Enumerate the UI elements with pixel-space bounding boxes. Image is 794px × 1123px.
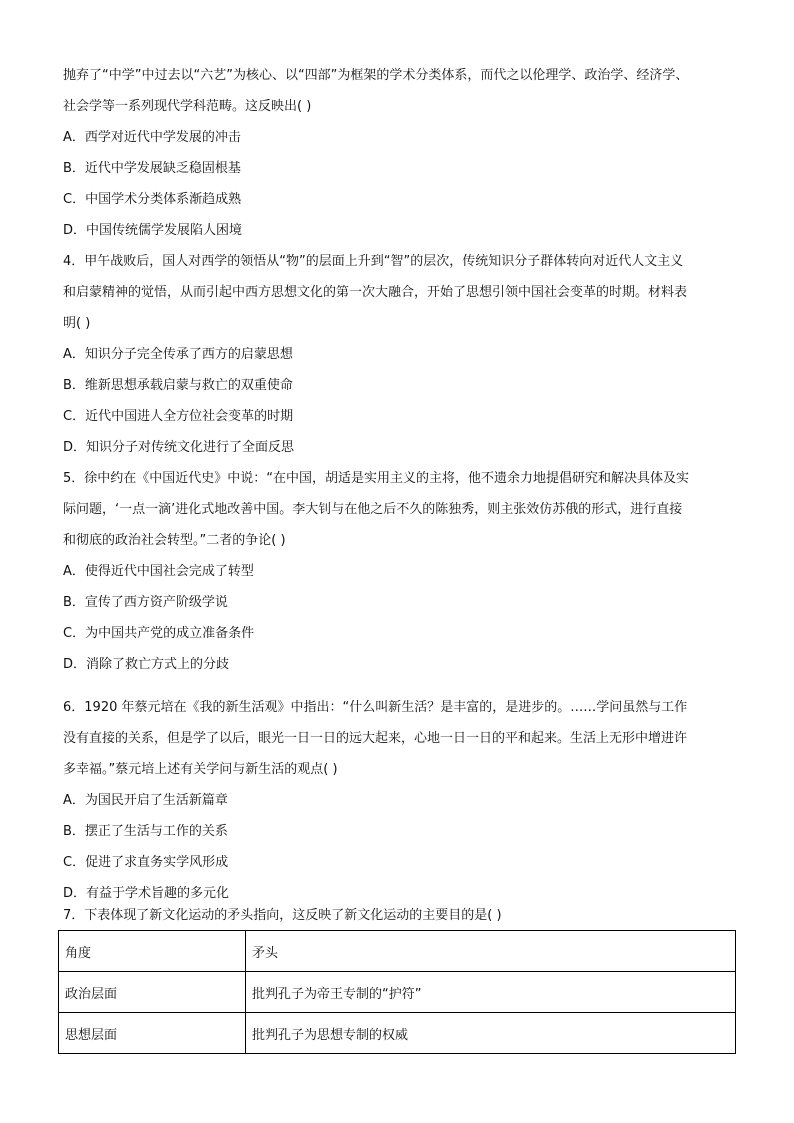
- answer-option-a[interactable]: A．西学对近代中学发展的冲击: [63, 130, 241, 145]
- answer-option-d[interactable]: D．消除了救亡方式上的分歧: [63, 657, 230, 672]
- answer-option-c[interactable]: C．中国学术分类体系渐趋成熟: [63, 192, 242, 207]
- table-cell: 政治层面: [59, 972, 246, 1013]
- answer-option-c[interactable]: C．促进了求直务实学风形成: [63, 855, 229, 870]
- table-header-cell: 矛头: [246, 931, 736, 972]
- question-text: 和启蒙精神的觉悟，从而引起中西方思想文化的第一次大融合，开始了思想引领中国社会变革的时期。材料表: [63, 285, 688, 300]
- answer-option-c[interactable]: C．为中国共产党的成立准备条件: [63, 626, 255, 641]
- answer-option-b[interactable]: B．宣传了西方资产阶级学说: [63, 595, 228, 610]
- table-header-cell: 角度: [59, 931, 246, 972]
- question-text: 明( ): [63, 316, 91, 331]
- answer-option-b[interactable]: B．近代中学发展缺乏稳固根基: [63, 161, 241, 176]
- answer-option-d[interactable]: D．有益于学术旨趣的多元化: [63, 886, 230, 901]
- answer-option-d[interactable]: D．知识分子对传统文化进行了全面反思: [63, 440, 295, 455]
- table-header-row: [59, 931, 736, 972]
- answer-option-b[interactable]: B．维新思想承载启蒙与救亡的双重使命: [63, 378, 293, 393]
- question-text: 4．甲午战败后，国人对西学的领悟从“物”的层面上升到“智”的层次，传统知识分子群体转向对近代人文主义: [63, 254, 684, 269]
- table-cell: 思想层面: [59, 1013, 246, 1054]
- question-text: 抛弃了“中学”中过去以“六艺”为核心、以“四部”为框架的学术分类体系，而代之以伦理学、政治学、经济学、: [63, 68, 689, 83]
- question-text: 际问题，‘一点一滴’进化式地改善中国。李大钊与在他之后不久的陈独秀，则主张效仿苏俄的形式，进行直接: [63, 502, 683, 517]
- table-cell: 批判孔子为帝王专制的“护符”: [246, 972, 736, 1013]
- question-text: 没有直接的关系，但是学了以后，眼光一日一日的远大起来，心地一日一日的平和起来。生活上无形中增进许: [63, 731, 688, 746]
- answer-option-a[interactable]: A．知识分子完全传承了西方的启蒙思想: [63, 347, 293, 362]
- table-row: [59, 1013, 736, 1054]
- question-text: 多幸福。”蔡元培上述有关学问与新生活的观点( ): [63, 762, 338, 777]
- question-text: 6．1920 年蔡元培在《我的新生活观》中指出：“什么叫新生活？是丰富的，是进步的。……学问虽然与工作: [63, 700, 688, 715]
- comparison-table: [58, 930, 736, 1054]
- question-text: 7．下表体现了新文化运动的矛头指向，这反映了新文化运动的主要目的是( ): [63, 908, 502, 923]
- question-text: 社会学等一系列现代学科范畴。这反映出( ): [63, 99, 312, 114]
- table-cell: 批判孔子为思想专制的权威: [246, 1013, 736, 1054]
- answer-option-c[interactable]: C．近代中国进人全方位社会变革的时期: [63, 409, 294, 424]
- question-text: 5．徐中约在《中国近代史》中说：“在中国，胡适是实用主义的主将，他不遗余力地提倡研究和解决具体及实: [63, 471, 690, 486]
- answer-option-a[interactable]: A．使得近代中国社会完成了转型: [63, 564, 254, 579]
- answer-option-a[interactable]: A．为国民开启了生活新篇章: [63, 793, 228, 808]
- answer-option-d[interactable]: D．中国传统儒学发展陷人困境: [63, 223, 243, 238]
- table-row: [59, 972, 736, 1013]
- question-text: 和彻底的政治社会转型。”二者的争论( ): [63, 533, 286, 548]
- answer-option-b[interactable]: B．摆正了生活与工作的关系: [63, 824, 228, 839]
